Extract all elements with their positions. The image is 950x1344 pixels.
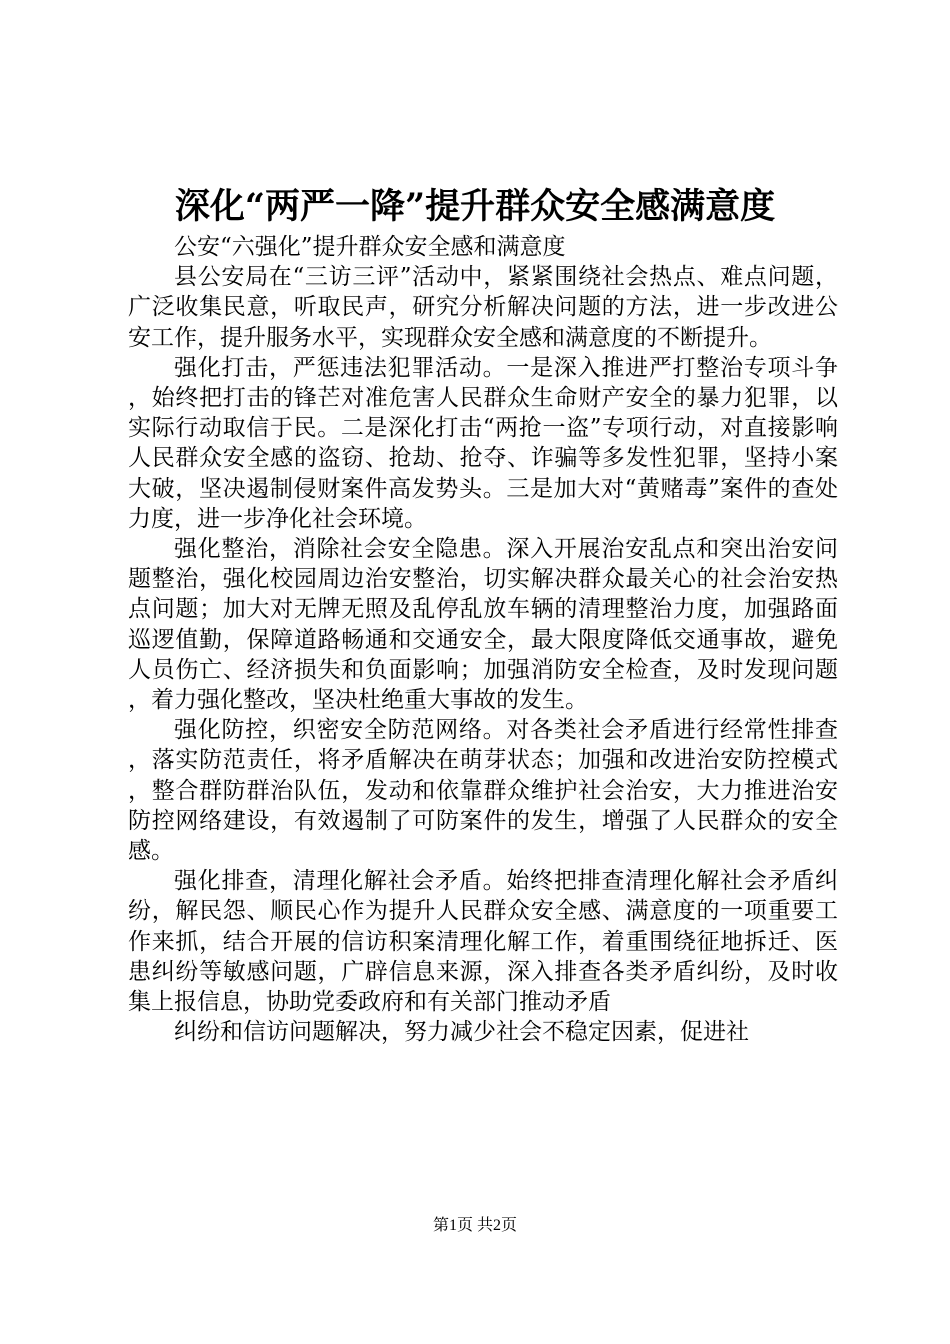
intro-paragraph: 县公安局在“三访三评”活动中，紧紧围绕社会热点、难点问题，广泛收集民意，听取民声，研究分析解决问题的方法，进一步改进公安工作，提升服务水平，实现群众安全感和满意度的不断提升。 — [128, 264, 838, 351]
strike-paragraph: 强化打击，严惩违法犯罪活动。一是深入推进严打整治专项斗争，始终把打击的锋芒对准危害人民群众生命财产安全的暴力犯罪，以实际行动取信于民。二是深化打击“两抢一盗”专项行动，对直接影响人民群众安全感的盗窃、抢劫、抢夺、诈骗等多发性犯罪，坚持小案大破，坚决遏制侵财案件高发势头。三是加大对“黄赌毒”案件的查处力度，进一步净化社会环境。 — [128, 354, 838, 532]
investigation-paragraph: 强化排查，清理化解社会矛盾。始终把排查清理化解社会矛盾纠纷，解民怨、顺民心作为提升人民群众安全感、满意度的一项重要工作来抓，结合开展的信访积案清理化解工作，着重围绕征地拆迁、医患纠纷等敏感问题，广辟信息来源，深入排查各类矛盾纠纷，及时收集上报信息，协助党委政府和有关部门推动矛盾 — [128, 868, 838, 1016]
page-number-footer: 第1页 共2页 — [432, 1217, 517, 1234]
document-body — [128, 232, 838, 1047]
continuation-paragraph: 纠纷和信访问题解决，努力减少社会不稳定因素，促进社 — [174, 1019, 749, 1046]
document-title: 深化“两严一降”提升群众安全感满意度 — [174, 186, 776, 227]
prevention-paragraph: 强化防控，织密安全防范网络。对各类社会矛盾进行经常性排查，落实防范责任，将矛盾解决在萌芽状态；加强和改进治安防控模式，整合群防群治队伍，发动和依靠群众维护社会治安，大力推进治安防控网络建设，有效遏制了可防案件的发生，增强了人民群众的安全感。 — [128, 717, 838, 865]
subtitle-paragraph: 公安“六强化”提升群众安全感和满意度 — [174, 234, 566, 260]
rectification-paragraph: 强化整治，消除社会安全隐患。深入开展治安乱点和突出治安问题整治，强化校园周边治安整治，切实解决群众最关心的社会治安热点问题；加大对无牌无照及乱停乱放车辆的清理整治力度，加强路面巡逻值勤，保障道路畅通和交通安全，最大限度降低交通事故，避免人员伤亡、经济损失和负面影响；加强消防安全检查，及时发现问题，着力强化整改，坚决杜绝重大事故的发生。 — [128, 536, 838, 714]
